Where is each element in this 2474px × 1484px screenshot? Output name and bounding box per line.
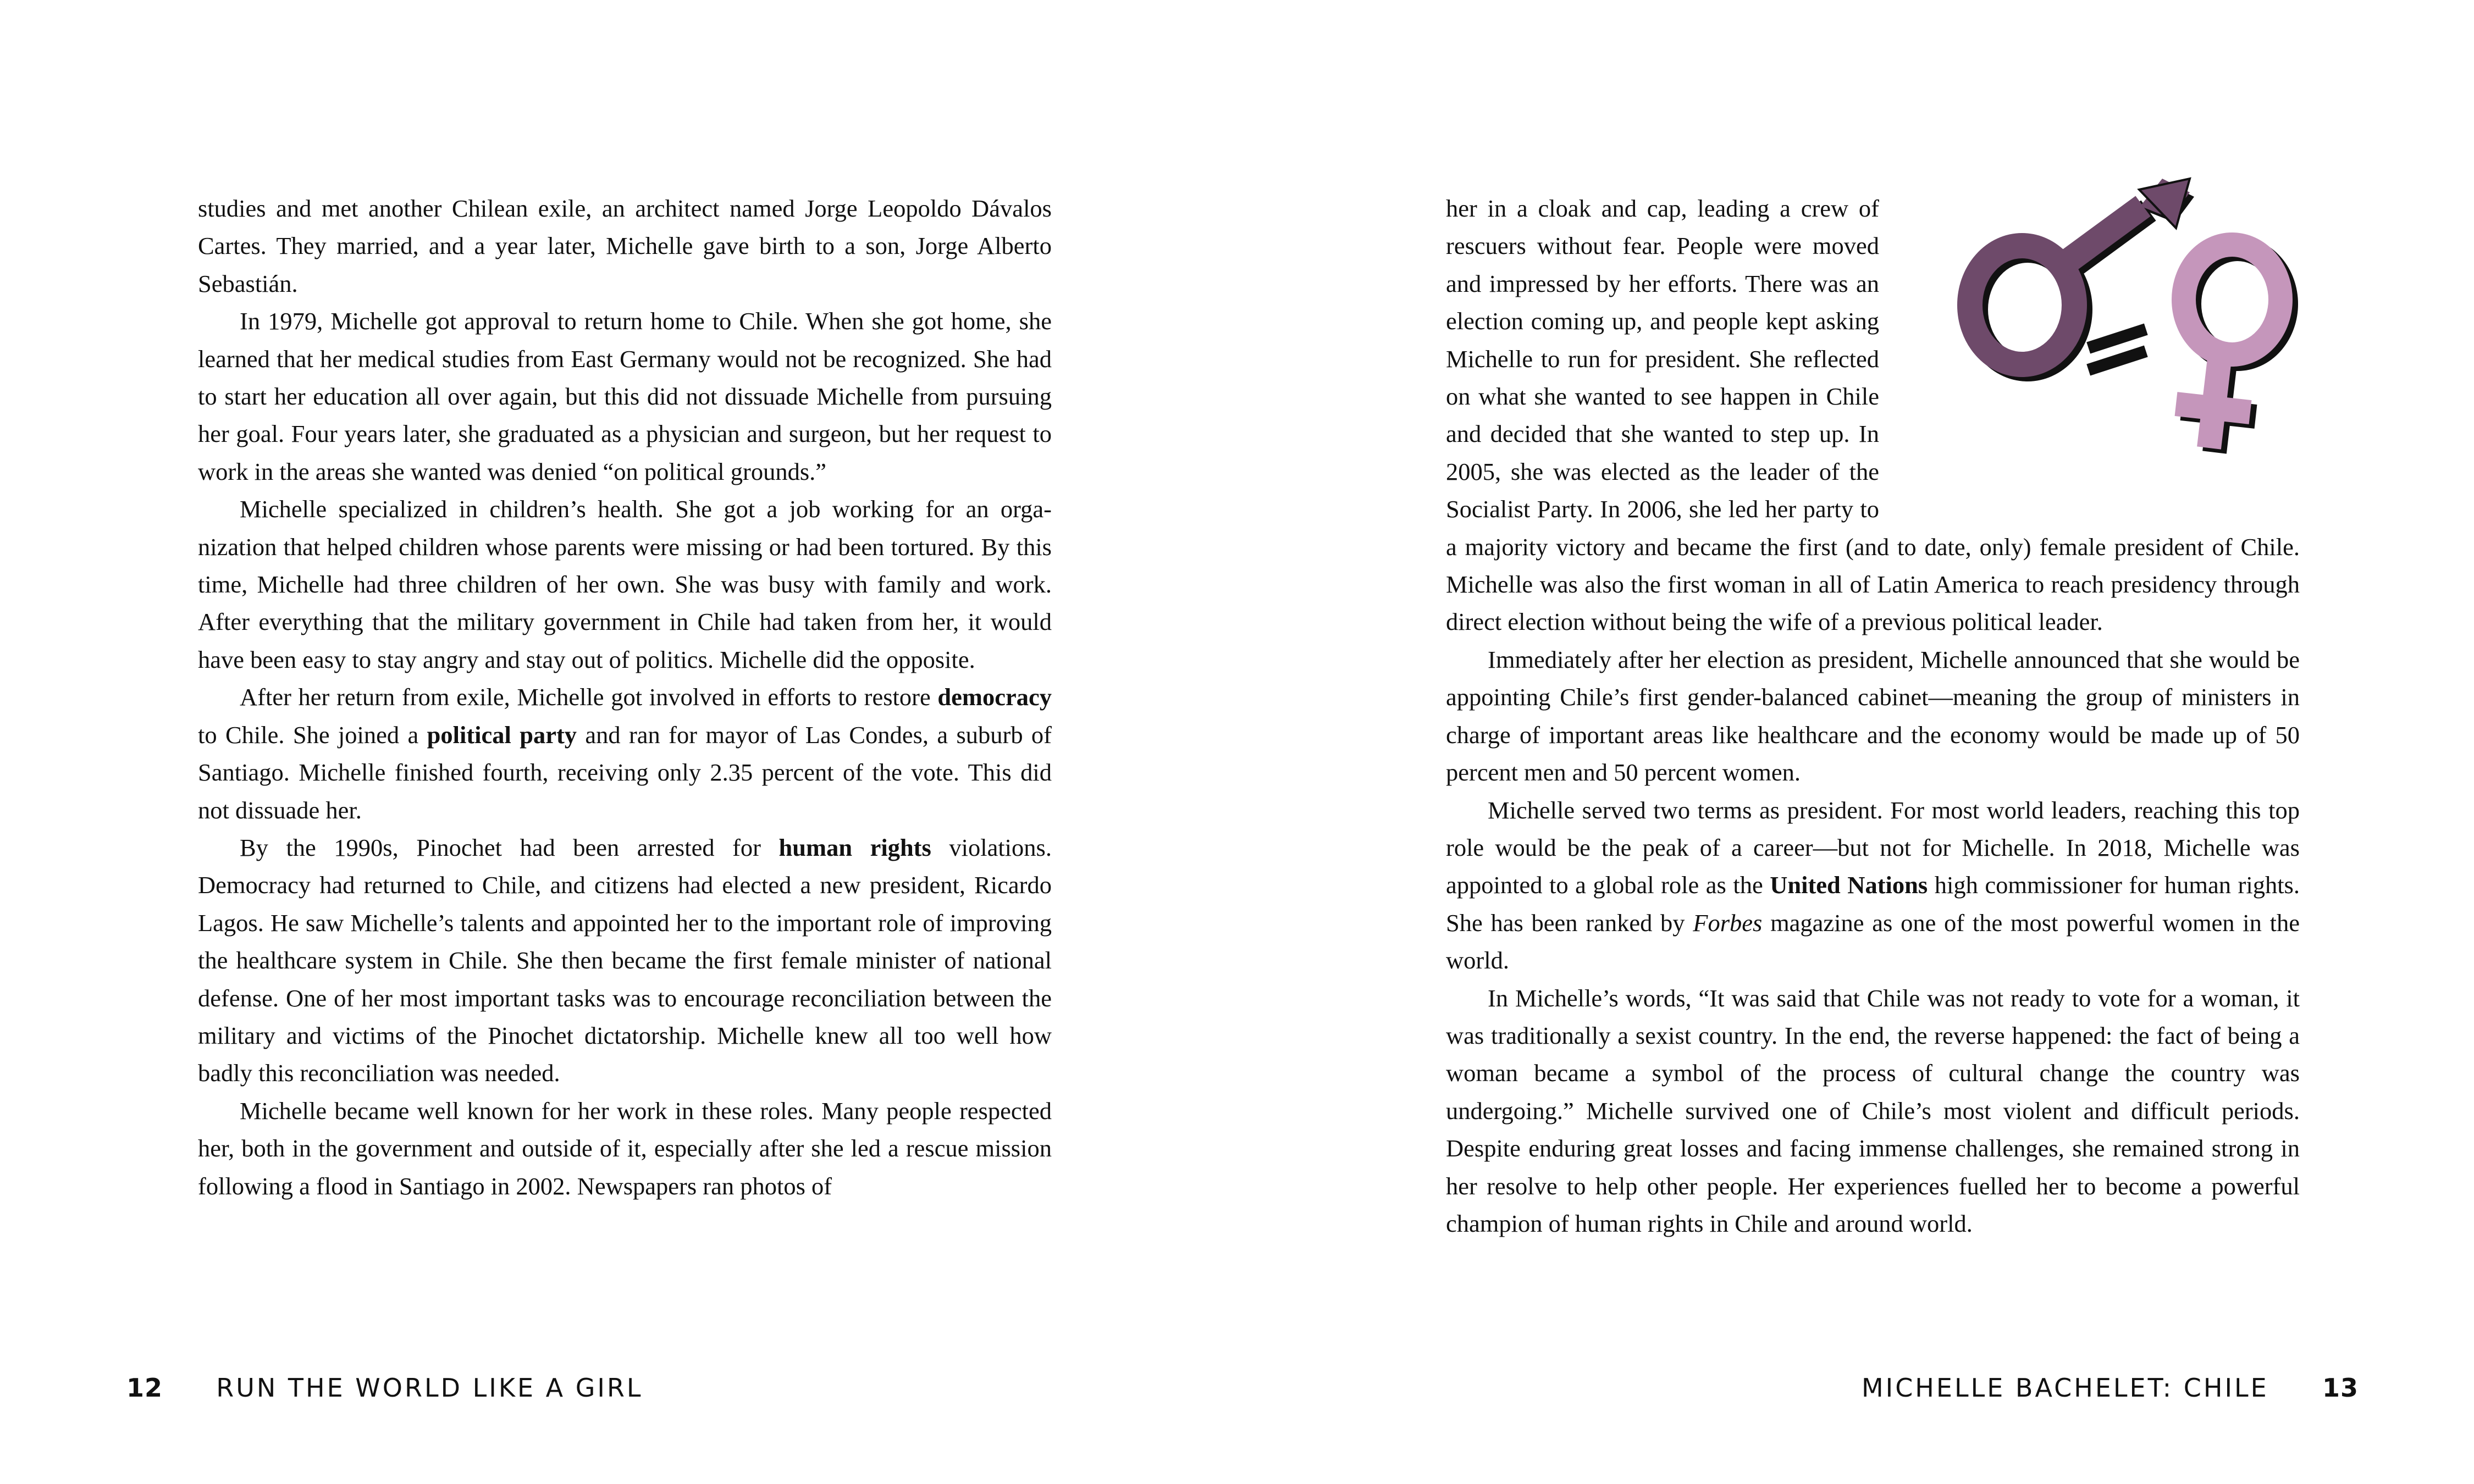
paragraph (198, 829, 1052, 1092)
left-body-text (198, 190, 1052, 1205)
text-run: Immediately after her election as president, Michelle announced that she would be appointing Chile’s first gender-balanced cabinet—meaning the group of ministers in charge of important areas like healthcare and the economy would be made up of 50 percent men and 50 percent women. (1446, 645, 2300, 787)
bold-term: human rights (778, 833, 931, 861)
text-run: to Chile. She joined a (198, 721, 427, 749)
running-title: MICHELLE BACHELET: CHILE (1861, 1373, 2269, 1403)
gender-equality-icon (1912, 168, 2313, 492)
paragraph (198, 490, 1052, 678)
text-run: Michelle specialized in children’s health. She got a job working for an organization that helped children whose parents were missing or had been tortured. By this time, Michelle had three children of her own. She was busy with family and work. After everything that the military government in Chile had taken from her, it would have been easy to stay angry and stay out of politics. Michelle did the opposite. (198, 495, 1052, 673)
text-run: magazine as one of the most powerful women in the world. (1446, 909, 2300, 974)
paragraph (1446, 979, 2300, 1243)
text-run: studies and met another Chilean exile, an architect named Jorge Leopoldo Dávalos Cartes. They married, and a year later, Michelle gave birth to a son, Jorge Alberto Sebastián. (198, 195, 1052, 297)
paragraph (198, 190, 1052, 302)
text-run: By the 1990s, Pinochet had been arrested for (240, 833, 779, 861)
text-run: In Michelle’s words, “It was said that Chile was not ready to vote for a woman, it was traditionally a sexist country. In the end, the reverse happened: the fact of being a woman became a symbol of the process of cultural change the country was undergoing.” Michelle survived one of Chile’s most violent and difficult periods. Despite enduring great losses and facing immense challenges, she remained strong in her resolve to help other people. Her experiences fuelled her to become a powerful champion of human rights in Chile and around world. (1446, 984, 2300, 1237)
right-body-text (1446, 190, 2300, 1242)
running-title: RUN THE WORLD LIKE A GIRL (216, 1373, 643, 1403)
paragraph (1446, 641, 2300, 791)
paragraph (1446, 791, 2300, 979)
bold-term: United Nations (1770, 871, 1928, 899)
text-run: high commissioner for human rights. She has been ranked by (1446, 871, 2300, 937)
bold-term: political party (427, 721, 577, 749)
text-run: her in a cloak and cap, leading a crew of rescuers without fear. People were moved and impressed by her efforts. There was an election coming up, and people kept asking Michelle to run for president. She reflected on what she wanted to see happen in Chile and decided that she wanted to step up. In 2005, she was elected as the leader of the Socialist Party. In 2006, she led her party to a majority victory and became the first (and to date, only) female president of Chile. Michelle was also the first woman in all of Latin America to reach presidency through direct election without being the wife of a previous political leader. (1446, 195, 2300, 636)
bold-term: democracy (937, 683, 1052, 711)
paragraph (198, 1092, 1052, 1205)
page-number: 13 (2322, 1373, 2359, 1403)
text-run: and ran for mayor of Las Condes, a suburb of Santiago. Michelle finished fourth, receiving only 2.35 percent of the vote. This did not dissuade her. (198, 721, 1052, 824)
paragraph (198, 678, 1052, 829)
left-footer (126, 1373, 643, 1403)
text-run: In 1979, Michelle got approval to return home to Chile. When she got home, she learned that her medical studies from East Germany would not be recognized. She had to start her education all over again, but this did not dissuade Michelle from pursuing her goal. Four years later, she graduated as a physician and surgeon, but her request to work in the areas she wanted was denied “on political grounds.” (198, 307, 1052, 485)
text-run: After her return from exile, Michelle got involved in efforts to restore (240, 683, 938, 711)
text-run: Michelle became well known for her work in these roles. Many people respected her, both in the government and outside of it, especially after she led a rescue mission following a flood in Santiago in 2002. Newspapers ran photos of (198, 1097, 1052, 1200)
text-run: violations. Democracy had returned to Chile, and citizens had elected a new president, Ricardo Lagos. He saw Michelle’s talents and appointed her to the important role of improving the healthcare system in Chile. She then became the first female minister of national defense. One of her most important tasks was to encourage reconciliation between the military and victims of the Pinochet dictatorship. Michelle knew all too well how badly this reconciliation was needed. (198, 833, 1052, 1087)
italic-term: Forbes (1693, 909, 1763, 937)
page-number: 12 (126, 1373, 163, 1403)
right-page (1237, 0, 2474, 1484)
paragraph (198, 302, 1052, 490)
right-footer (1862, 1373, 2359, 1403)
text-run: Michelle served two terms as president. For most world leaders, reaching this top role would be the peak of a career—but not for Michelle. In 2018, Michelle was appointed to a global role as the (1446, 796, 2300, 899)
